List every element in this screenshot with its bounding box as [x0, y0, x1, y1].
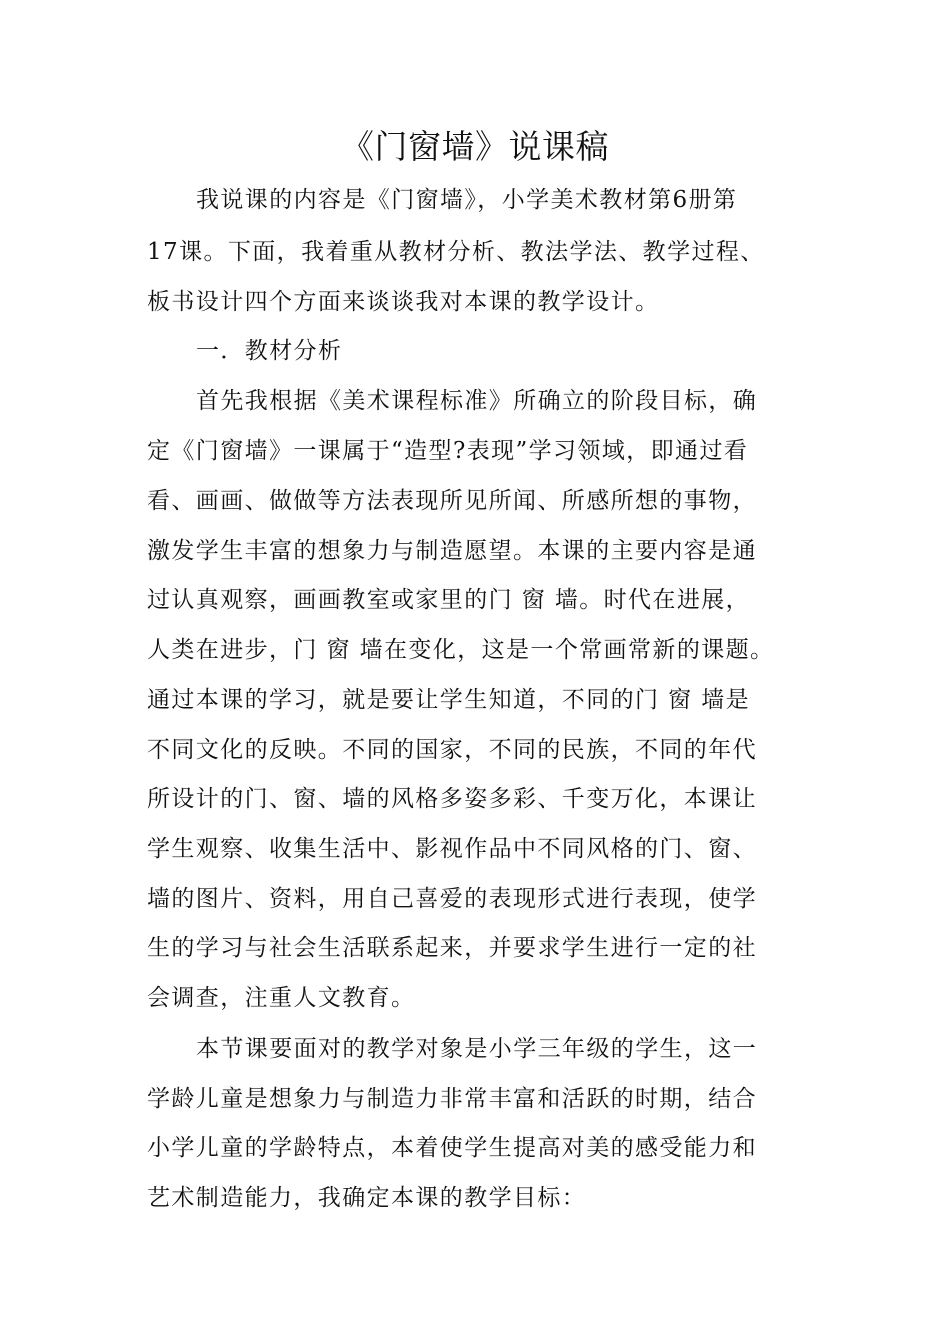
text-line: 学龄儿童是想象力与制造力非常丰富和活跃的时期，结合	[147, 1086, 757, 1112]
text-line: 通过本课的学习，就是要让学生知道，不同的门 窗 墙是	[147, 687, 751, 713]
text-line: 定《门窗墙》一课属于“造型?表现”学习领域，即通过看	[147, 438, 749, 464]
text-line: 墙的图片、资料，用自己喜爱的表现形式进行表现，使学	[147, 886, 757, 912]
document-title: 《门窗墙》说课稿	[341, 127, 609, 166]
text-line: 激发学生丰富的想象力与制造愿望。本课的主要内容是通	[147, 538, 757, 564]
text-line: 我说课的内容是《门窗墙》，小学美术教材第6册第	[196, 187, 738, 213]
text-line: 过认真观察，画画教室或家里的门 窗 墙。时代在进展，	[147, 587, 751, 613]
text-line: 小学儿童的学龄特点，本着使学生提高对美的感受能力和	[147, 1135, 757, 1161]
text-line: 不同文化的反映。不同的国家，不同的民族，不同的年代	[147, 737, 757, 763]
text-line: 17课。下面，我着重从教材分析、教法学法、教学过程、	[147, 239, 765, 265]
text-line: 板书设计四个方面来谈谈我对本课的教学设计。	[147, 289, 660, 315]
text-line: 艺术制造能力，我确定本课的教学目标：	[147, 1185, 587, 1211]
text-line: 会调查，注重人文教育。	[147, 985, 416, 1011]
text-line: 学生观察、收集生活中、影视作品中不同风格的门、窗、	[147, 836, 757, 862]
text-line: 看、画画、做做等方法表现所见所闻、所感所想的事物，	[147, 488, 757, 514]
text-line: 所设计的门、窗、墙的风格多姿多彩、千变万化，本课让	[147, 786, 757, 812]
text-line: 首先我根据《美术课程标准》所确立的阶段目标，确	[196, 388, 758, 414]
text-line: 人类在进步，门 窗 墙在变化，这是一个常画常新的课题。	[147, 637, 775, 663]
section-heading: 一．教材分析	[196, 338, 343, 364]
text-line: 生的学习与社会生活联系起来，并要求学生进行一定的社	[147, 935, 757, 961]
text-line: 本节课要面对的教学对象是小学三年级的学生，这一	[196, 1036, 758, 1062]
